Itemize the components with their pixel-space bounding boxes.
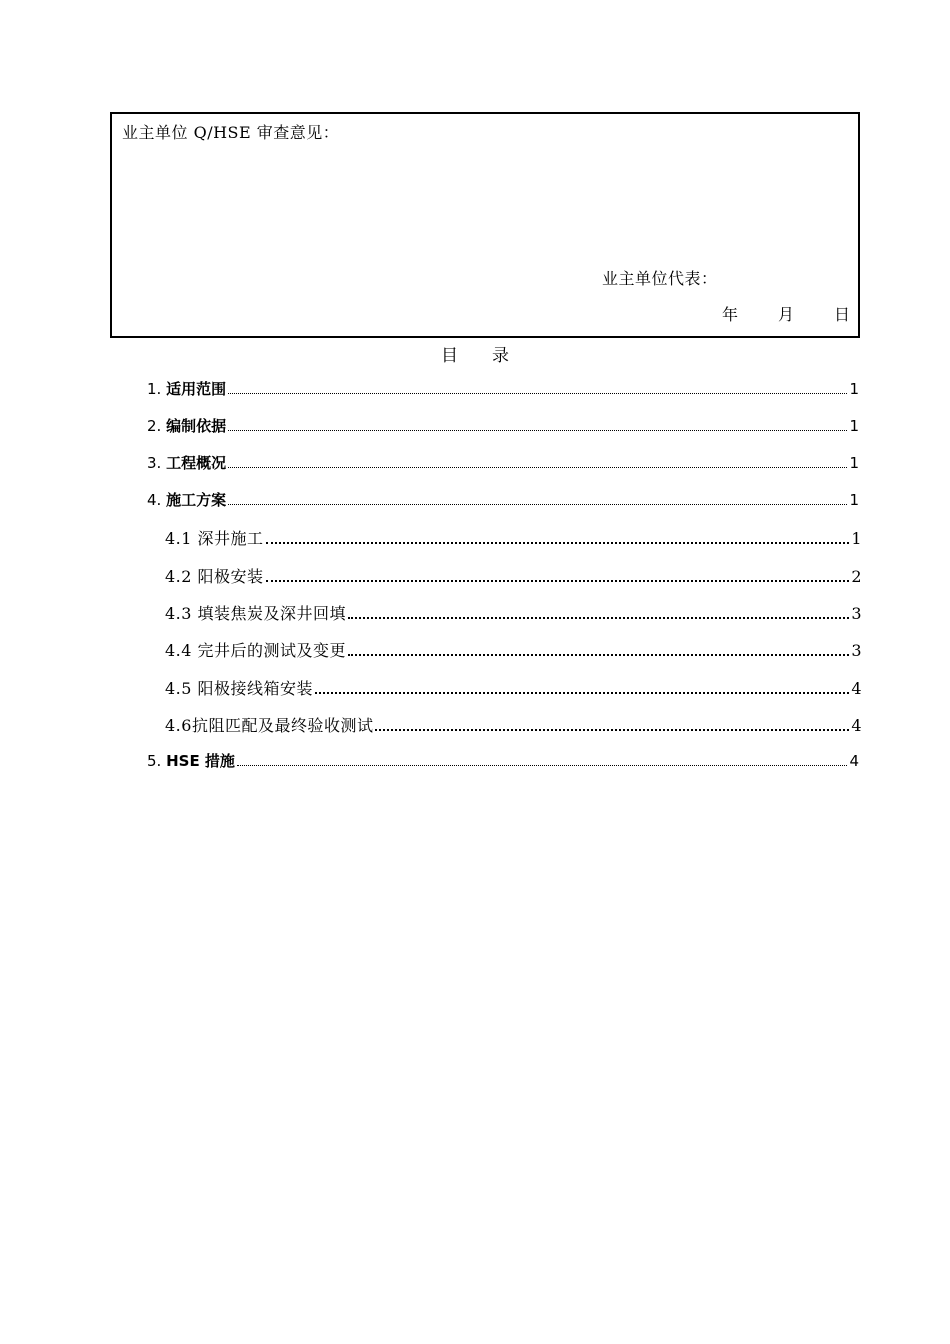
toc-entry-page: 4 (851, 679, 862, 698)
toc-entry-text: 填装焦炭及深井回填 (197, 604, 347, 623)
signature-date-row (722, 302, 850, 325)
toc-entry-text: 完井后的测试及变更 (197, 641, 347, 660)
toc-leader-dots (348, 653, 849, 656)
toc-entry-text: 施工方案 (166, 491, 227, 509)
toc-title (0, 341, 950, 366)
toc-entry-4-3[interactable] (165, 601, 862, 623)
date-day-label: 日 (833, 305, 850, 324)
toc-entry-number: 4.5 (165, 679, 198, 698)
toc-entry-4-4[interactable] (165, 638, 862, 660)
toc-leader-dots (375, 728, 849, 731)
toc-entry-number: 1. (147, 380, 167, 398)
toc-entry-4-1[interactable] (165, 526, 862, 548)
toc-leader-dots (228, 429, 847, 431)
toc-entry-2[interactable] (147, 415, 859, 437)
toc-entry-number: 4.2 (165, 567, 198, 586)
owner-review-box (110, 112, 860, 338)
toc-title-char-2: 录 (492, 346, 509, 366)
toc-entry-number: 4. (147, 491, 167, 509)
toc-entry-text: 适用范围 (166, 380, 227, 398)
toc-entry-5[interactable] (147, 750, 859, 772)
toc-entry-page: 4 (849, 752, 859, 770)
toc-leader-dots (266, 579, 850, 582)
toc-entry-number: 3. (147, 454, 167, 472)
toc-leader-dots (228, 503, 847, 505)
toc-leader-dots (266, 541, 850, 544)
toc-entry-3[interactable] (147, 452, 859, 474)
toc-entry-text: HSE 措施 (166, 752, 235, 770)
toc-entry-page: 2 (851, 567, 862, 586)
date-month-label: 月 (777, 305, 794, 324)
toc-leader-dots (348, 616, 849, 619)
toc-entry-4[interactable] (147, 489, 859, 511)
toc-entry-number: 4.1 (165, 529, 198, 548)
toc-entry-text: 编制依据 (166, 417, 227, 435)
toc-leader-dots (228, 466, 847, 468)
toc-leader-dots (315, 691, 849, 694)
toc-entry-text: 阳极安装 (197, 567, 264, 586)
toc-entry-page: 3 (851, 641, 862, 660)
toc-entry-page: 1 (849, 380, 859, 398)
toc-entry-4-5[interactable] (165, 676, 862, 698)
toc-entry-page: 3 (851, 604, 862, 623)
toc-entry-page: 1 (849, 417, 859, 435)
toc-entry-page: 1 (851, 529, 862, 548)
toc-entry-text: 工程概况 (166, 454, 227, 472)
toc-entry-number: 2. (147, 417, 167, 435)
toc-entry-number: 5. (147, 752, 167, 770)
toc-entry-page: 1 (849, 491, 859, 509)
toc-entry-text: 阳极接线箱安装 (197, 679, 314, 698)
owner-review-label: 业主单位 Q/HSE 审查意见： (122, 123, 340, 142)
toc-entry-4-2[interactable] (165, 564, 862, 586)
toc-entry-page: 4 (851, 716, 862, 735)
toc-entry-4-6[interactable] (165, 713, 862, 735)
date-year-label: 年 (721, 305, 738, 324)
toc-entry-number: 4.6 (165, 716, 192, 735)
toc-entry-number: 4.4 (165, 641, 198, 660)
toc-title-char-1: 目 (441, 346, 458, 366)
owner-representative-label: 业主单位代表： (602, 269, 718, 288)
toc-leader-dots (228, 392, 847, 394)
toc-entry-page: 1 (849, 454, 859, 472)
toc-entry-text: 抗阻匹配及最终验收测试 (191, 716, 374, 735)
toc-leader-dots (237, 764, 848, 766)
toc-entry-1[interactable] (147, 378, 859, 400)
toc-entry-text: 深井施工 (197, 529, 264, 548)
toc-entry-number: 4.3 (165, 604, 198, 623)
